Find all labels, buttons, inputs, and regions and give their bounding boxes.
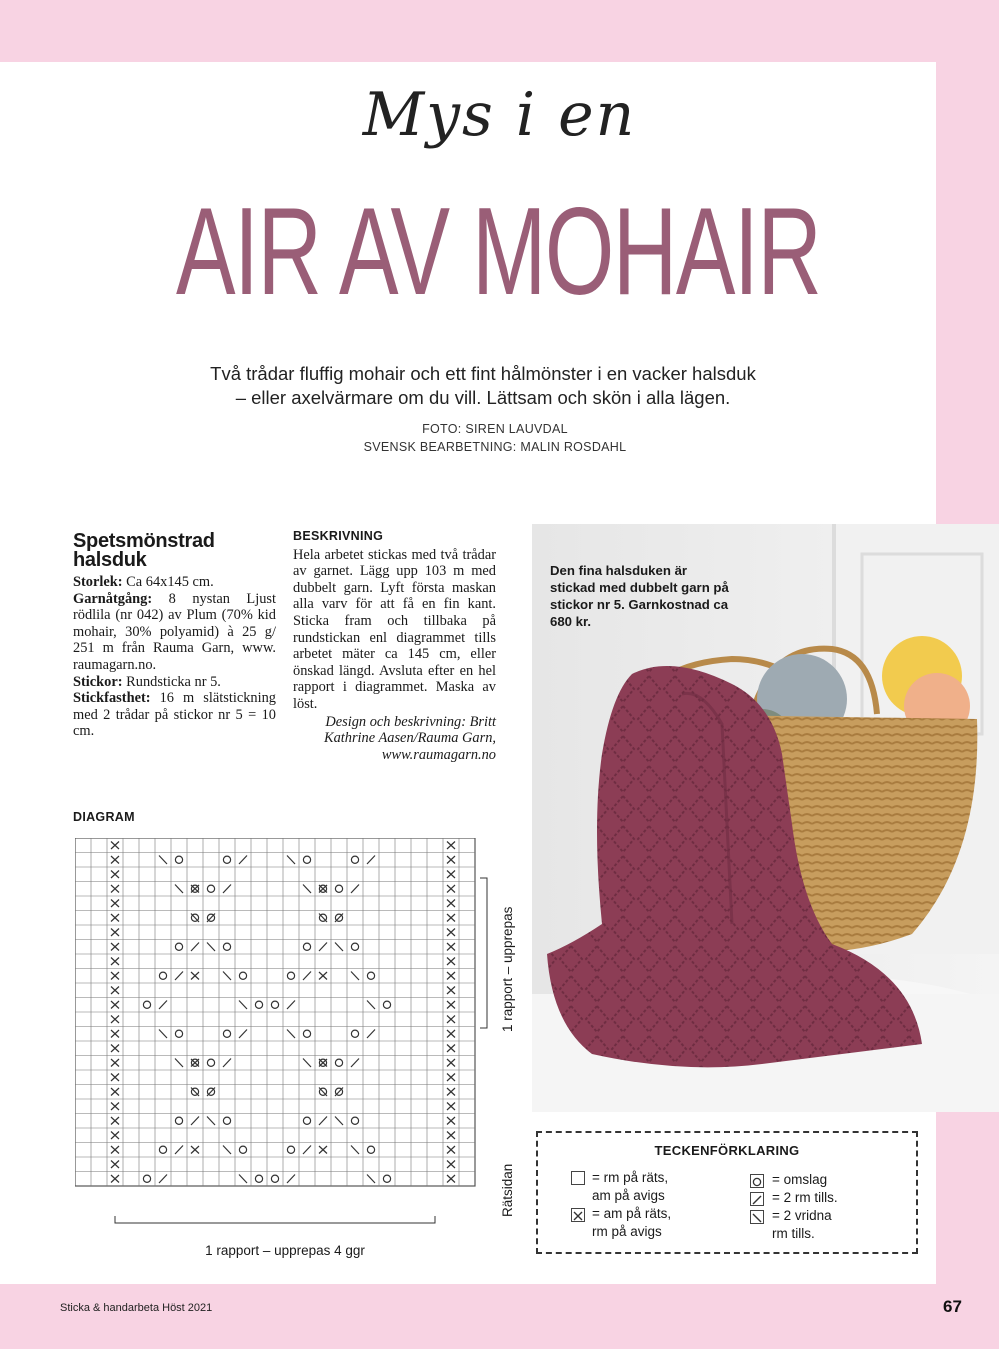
photo-caption: Den fina halsduken är stickad med dubbelt garn på stickor nr 5. Garnkostnad ca 680 kr. xyxy=(550,563,729,629)
knitting-chart xyxy=(75,838,495,1228)
cross-square-icon xyxy=(571,1208,585,1222)
footer-magazine: Sticka & handarbeta Höst 2021 xyxy=(60,1302,213,1314)
credits xyxy=(0,420,990,456)
empty-square-icon xyxy=(571,1171,585,1185)
repeat-side-label: 1 rapport – upprepas xyxy=(500,906,515,1032)
page-number: 67 xyxy=(943,1297,962,1316)
lead-text xyxy=(0,362,966,410)
legend-item-yarnover: = omslag xyxy=(772,1172,828,1187)
lead-line-1: Två trådar fluffig mohair och ett fint hålmönster i en vacker halsduk xyxy=(210,363,756,384)
spec-needles: Stickor: Rundsticka nr 5. xyxy=(73,673,221,690)
adaptation-credit: SVENSK BEARBETNING: MALIN ROSDAHL xyxy=(363,440,627,454)
right-side-label: Rätsidan xyxy=(500,1163,515,1217)
legend-item-purl: = am på räts, rm på avigs xyxy=(592,1206,672,1239)
diagram-label: DIAGRAM xyxy=(73,810,135,824)
legend-item-knit: = rm på räts, am på avigs xyxy=(592,1170,669,1203)
description-body: Hela arbetet stickas med två trådar av garnet. Lägg upp 103 m med dubbelt garn. Lyft första maskan alla varv för att få en fin kant. Sticka fram och tillbaka på rundstickan enl diagrammet tills arbetet mäter ca 145 cm, eller önskad längd. Avsluta efter en hel rapport i diagrammet. Maska av löst. xyxy=(293,546,496,712)
chart-grid xyxy=(75,838,475,1186)
specs-column xyxy=(73,532,276,740)
photo-credit: FOTO: SIREN LAUVDAL xyxy=(422,422,568,436)
design-credit: Design och beskrivning: Britt Kathrine Aasen/Rauma Garn, www.raumagarn.no xyxy=(323,713,496,763)
repeat-bottom-label: 1 rapport – upprepas 4 ggr xyxy=(205,1243,365,1258)
script-title: Mys i en xyxy=(362,80,637,150)
slash-square-icon xyxy=(750,1192,764,1206)
circle-square-icon xyxy=(750,1174,764,1188)
legend-item-ssk: = 2 vridna rm tills. xyxy=(772,1208,832,1241)
legend-item-k2tog: = 2 rm tills. xyxy=(772,1190,838,1205)
legend-box xyxy=(536,1131,918,1254)
spec-gauge: Stickfasthet: 16 m slätstickning med 2 trådar på stickor nr 5 = 10 cm. xyxy=(73,690,276,740)
legend-title: TECKENFÖRKLARING xyxy=(654,1143,800,1158)
description-column xyxy=(293,528,496,763)
spec-yarn: Garnåtgång: 8 nystan Ljust rödlila (nr 042) av Plum (70% kid mohair, 30% polyamid) à 25 g/ 251 m från Rauma Garn, www. raumagarn.no. xyxy=(73,590,276,673)
backslash-square-icon xyxy=(750,1210,764,1224)
description-heading: BESKRIVNING xyxy=(293,529,384,543)
spec-size: Storlek: Ca 64x145 cm. xyxy=(73,574,214,590)
lead-line-2: – eller axelvärmare om du vill. Lättsam och skön i alla lägen. xyxy=(235,387,731,408)
pattern-title: Spetsmönstrad halsduk xyxy=(73,530,215,571)
main-title: AIR AV MOHAIR xyxy=(176,183,821,321)
